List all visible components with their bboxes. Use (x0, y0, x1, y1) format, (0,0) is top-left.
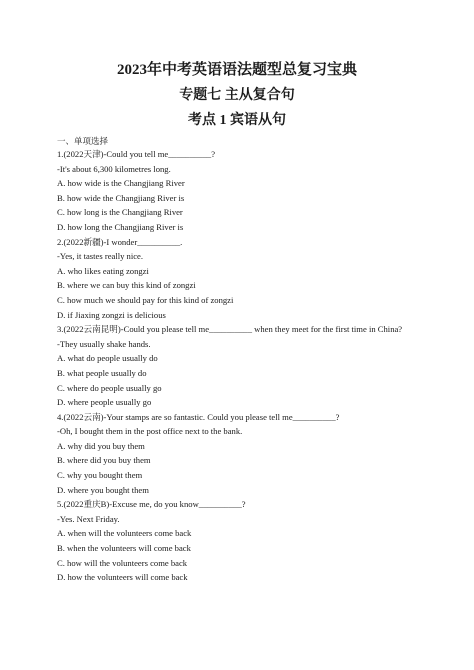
question-stem: 3.(2022云南昆明)-Could you please tell me__________ when they meet for the first time in China? (57, 324, 403, 335)
option-c: C. why you bought them (57, 470, 143, 481)
option-a: A. how wide is the Changjiang River (57, 178, 185, 189)
option-d: D. where you bought them (57, 484, 149, 495)
option-b: B. what people usually do (57, 367, 147, 378)
question-reply: -Yes, it tastes really nice. (57, 251, 143, 262)
option-c: C. where do people usually go (57, 382, 162, 393)
option-c: C. how much we should pay for this kind of zongzi (57, 294, 234, 305)
option-c: C. how will the volunteers come back (57, 557, 188, 568)
option-b: B. how wide the Changjiang River is (57, 192, 185, 203)
option-b: B. where did you buy them (57, 455, 151, 466)
option-b: B. when the volunteers will come back (57, 543, 191, 554)
option-c: C. how long is the Changjiang River (57, 207, 183, 218)
option-d: D. how long the Changjiang River is (57, 221, 184, 232)
option-a: A. why did you buy them (57, 440, 145, 451)
question-stem: 2.(2022新疆)-I wonder__________. (57, 236, 183, 247)
option-d: D. how the volunteers will come back (57, 572, 188, 583)
question-reply: -Yes. Next Friday. (57, 513, 120, 524)
question-stem: 1.(2022天津)-Could you tell me__________? (57, 149, 216, 159)
question-reply: -They usually shake hands. (57, 338, 151, 349)
option-a: A. what do people usually do (57, 353, 158, 364)
question-stem: 5.(2022重庆B)-Excuse me, do you know__________? (57, 499, 246, 510)
section-heading: 一、单项选择 (57, 136, 109, 146)
option-d: D. if Jiaxing zongzi is delicious (57, 309, 166, 320)
question-reply: -Oh, I bought them in the post office next to the bank. (57, 426, 243, 437)
option-b: B. where we can buy this kind of zongzi (57, 280, 196, 291)
question-reply: -It's about 6,300 kilometres long. (57, 163, 171, 174)
option-a: A. when will the volunteers come back (57, 528, 192, 539)
topic-heading: 考点 1 宾语从句 (188, 113, 286, 128)
option-a: A. who likes eating zongzi (57, 265, 149, 276)
question-list (57, 147, 419, 585)
option-d: D. where people usually go (57, 397, 152, 408)
question-stem: 4.(2022云南)-Your stamps are so fantastic. Could you please tell me__________? (57, 411, 340, 422)
document-title: 2023年中考英语语法题型总复习宝典 (116, 62, 357, 78)
chapter-subtitle: 专题七 主从复合句 (179, 88, 295, 103)
